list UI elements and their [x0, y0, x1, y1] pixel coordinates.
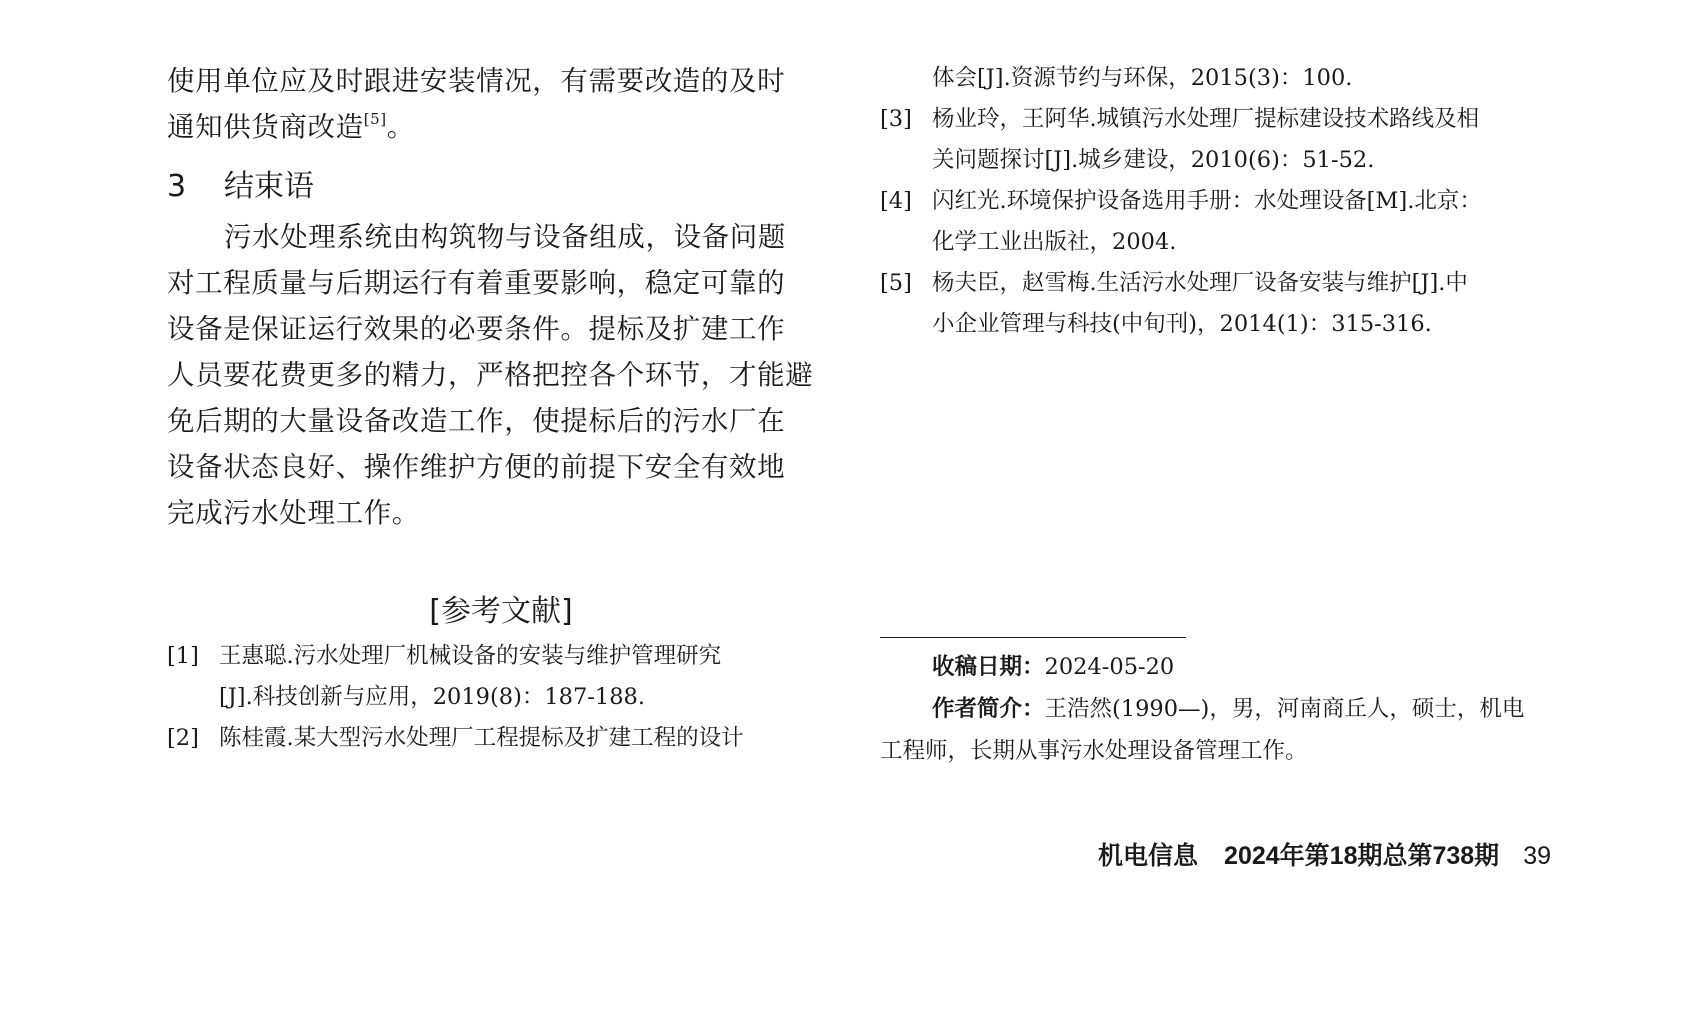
received-label: 收稿日期：: [932, 654, 1045, 680]
page-number: 39: [1523, 842, 1551, 870]
intro-paragraph: [167, 58, 835, 150]
section-title: 结束语: [224, 169, 314, 204]
right-column: [880, 58, 1548, 345]
reference-line: 关问题探讨[J].城乡建设，2010(6)：51-52.: [932, 147, 1375, 173]
reference-line: 杨夫臣，赵雪梅.生活污水处理厂设备安装与维护[J].中: [932, 270, 1468, 296]
text-line: 使用单位应及时跟进安装情况，有需要改造的及时: [167, 65, 786, 97]
text-line: 设备是保证运行效果的必要条件。提标及扩建工作: [167, 313, 786, 345]
text-line: 免后期的大量设备改造工作，使提标后的污水厂在: [167, 405, 786, 437]
reference-number: [2]: [167, 725, 199, 751]
reference-line: 杨业玲，王阿华.城镇污水处理厂提标建设技术路线及相: [932, 106, 1480, 132]
reference-item: [880, 263, 1548, 345]
text-line: 污水处理系统由构筑物与设备组成，设备问题: [224, 221, 786, 253]
left-column: [167, 58, 835, 759]
author-bio-line: 王浩然(1990—)，男，河南商丘人，硕士，机电: [1044, 696, 1525, 722]
references-title: [参考文献]: [429, 594, 573, 629]
received-value: 2024-05-20: [1044, 654, 1175, 680]
reference-item: [880, 99, 1548, 181]
text-span: 。: [386, 111, 415, 143]
text-line: 对工程质量与后期运行有着重要影响，稳定可靠的: [167, 267, 786, 299]
reference-item: [167, 718, 835, 759]
author-bio-line: 工程师，长期从事污水处理设备管理工作。: [880, 738, 1308, 764]
section-heading: [167, 162, 835, 212]
conclusion-paragraph: [167, 214, 835, 536]
reference-line: 闪红光.环境保护设备选用手册：水处理设备[M].北京：: [932, 188, 1482, 214]
text-span: 通知供货商改造: [167, 111, 364, 143]
reference-line: 王惠聪.污水处理厂机械设备的安装与维护管理研究: [219, 643, 722, 669]
footnote-divider: [880, 637, 1186, 638]
reference-line: 陈桂霞.某大型污水处理厂工程提标及扩建工程的设计: [219, 725, 744, 751]
text-line: 人员要花费更多的精力，严格把控各个环节，才能避: [167, 359, 814, 391]
text-line: 完成污水处理工作。: [167, 497, 420, 529]
reference-number: [1]: [167, 643, 199, 669]
reference-item: [880, 181, 1548, 263]
section-number: 3: [167, 169, 187, 204]
reference-line: [J].科技创新与应用，2019(8)：187-188.: [219, 684, 646, 710]
author-bio: [880, 688, 1548, 730]
text-line: 设备状态良好、操作维护方便的前提下安全有效地: [167, 451, 786, 483]
reference-line: 小企业管理与科技(中旬刊)，2014(1)：315-316.: [932, 311, 1432, 337]
reference-number: [5]: [880, 270, 912, 296]
reference-item: [167, 636, 835, 718]
reference-number: [4]: [880, 188, 912, 214]
journal-name: 机电信息: [1098, 842, 1199, 870]
reference-number: [3]: [880, 106, 912, 132]
article-metadata: [880, 646, 1548, 772]
page-footer: [1098, 836, 1551, 876]
reference-line: 化学工业出版社，2004.: [932, 229, 1177, 255]
reference-continuation: 体会[J].资源节约与环保，2015(3)：100.: [932, 65, 1353, 91]
received-date: [880, 646, 1548, 688]
text-line: [167, 104, 835, 150]
issue-info: 2024年第18期总第738期: [1224, 842, 1500, 870]
author-label: 作者简介：: [932, 696, 1045, 722]
citation-marker: [5]: [363, 110, 387, 128]
